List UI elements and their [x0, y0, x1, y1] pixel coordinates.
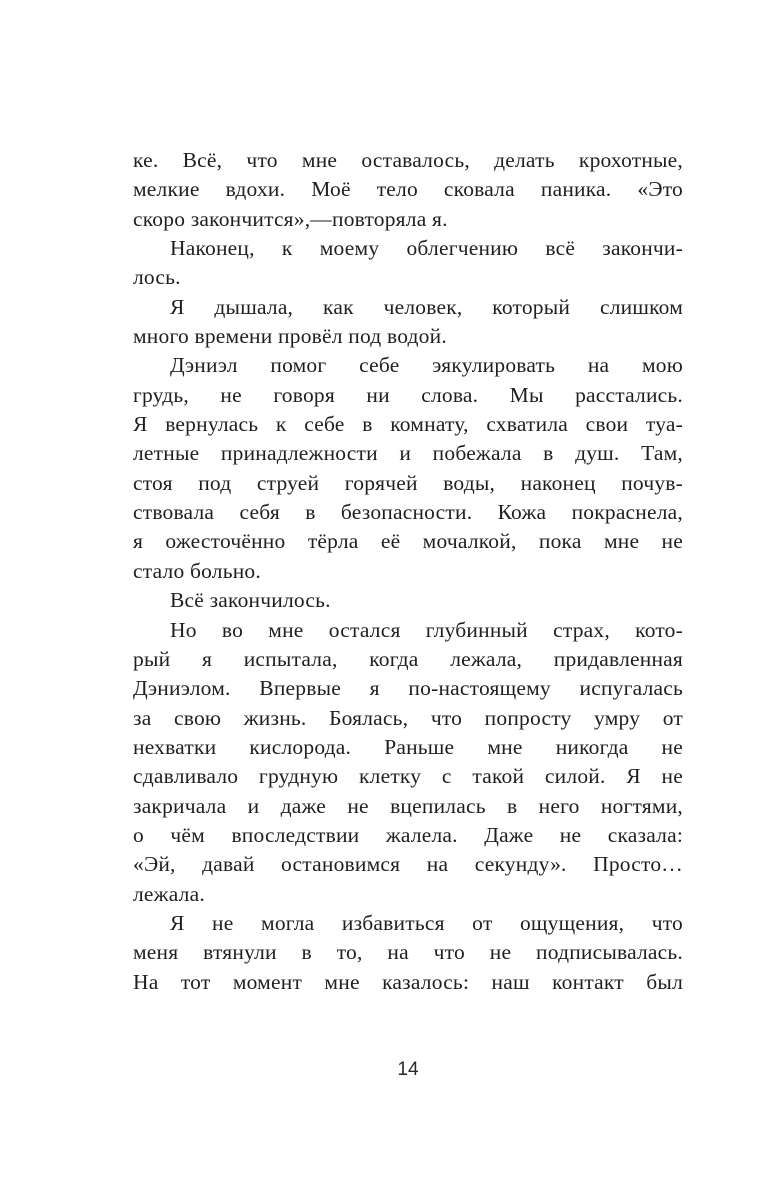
text-line: ке. Всё, что мне оставалось, делать крохотные,	[133, 148, 683, 172]
text-line: Я не могла избавиться от ощущения, что	[170, 910, 683, 935]
page-number: 14	[397, 1059, 419, 1080]
text-line: я ожесточённо тёрла её мочалкой, пока мне не	[133, 529, 683, 554]
text-line: скоро закончится»,—повторяла я.	[133, 206, 448, 231]
page-text-block	[133, 146, 683, 997]
text-line: Я дышала, как человек, который слишком	[170, 294, 683, 319]
text-line: Дэниэлом. Впервые я по-настоящему испугалась	[133, 676, 683, 701]
text-line: Я вернулась к себе в комнату, схватила свои туа-	[133, 412, 683, 437]
text-line: меня втянули в то, на что не подписывалась.	[133, 940, 683, 965]
text-line: много времени провёл под водой.	[133, 324, 447, 349]
text-line: Наконец, к моему облегчению всё закончи-	[170, 236, 683, 261]
text-line: сдавливало грудную клетку с такой силой. Я не	[133, 764, 683, 789]
text-line: нехватки кислорода. Раньше мне никогда не	[133, 734, 683, 759]
text-line: лось.	[133, 265, 181, 290]
text-line: На тот момент мне казалось: наш контакт был	[133, 969, 683, 994]
text-line: за свою жизнь. Боялась, что попросту умру от	[133, 705, 683, 730]
text-line: о чём впоследствии жалела. Даже не сказала:	[133, 822, 683, 847]
text-line: ствовала себя в безопасности. Кожа покраснела,	[133, 500, 683, 525]
text-line: Но во мне остался глубинный страх, кото-	[170, 617, 683, 642]
text-line: мелкие вдохи. Моё тело сковала паника. «Это	[133, 177, 683, 202]
text-line: Дэниэл помог себе эякулировать на мою	[170, 353, 683, 378]
text-line: закричала и даже не вцепилась в него ногтями,	[133, 793, 683, 818]
text-line: Всё закончилось.	[170, 588, 331, 613]
text-line: лежала.	[133, 881, 205, 906]
text-line: летные принадлежности и побежала в душ. Там,	[133, 441, 683, 466]
text-line: грудь, не говоря ни слова. Мы расстались.	[133, 382, 683, 407]
text-line: стало больно.	[133, 558, 261, 583]
text-line: стоя под струей горячей воды, наконец почув-	[133, 470, 683, 495]
text-line: рый я испытала, когда лежала, придавленная	[133, 646, 683, 671]
text-line: «Эй, давай остановимся на секунду». Просто…	[133, 852, 683, 877]
